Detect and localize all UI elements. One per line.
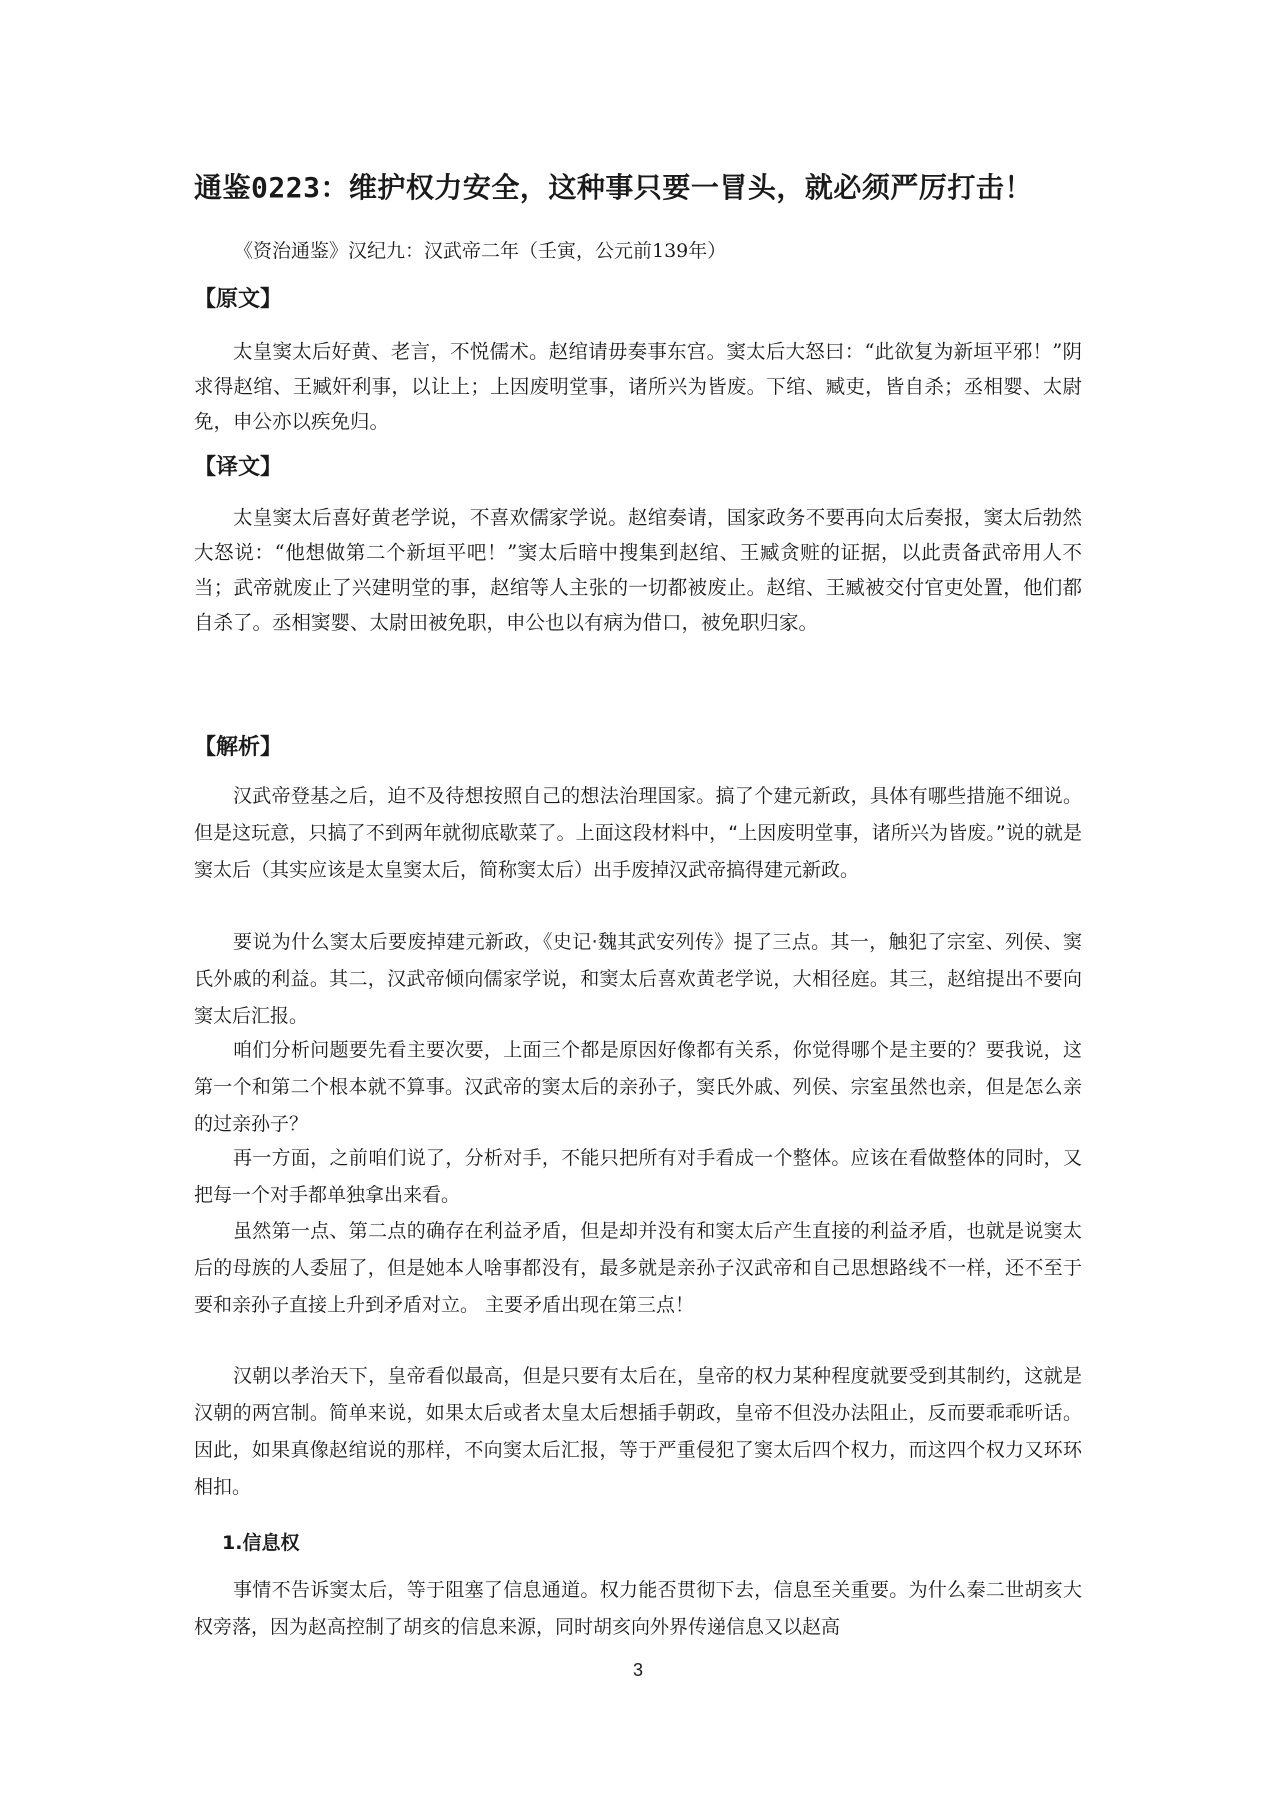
analysis-paragraph-4: 再一方面，之前咱们说了，分析对手，不能只把所有对手看成一个整体。应该在看做整体的同时，又把每一个对手都单独拿出来看。 <box>194 1147 1082 1206</box>
analysis-paragraph-5: 虽然第一点、第二点的确存在利益矛盾，但是却并没有和窦太后产生直接的利益矛盾，也就是说窦太后的母族的人委屈了，但是她本人啥事都没有，最多就是亲孙子汉武帝和自己思想路线不一样，还不至于要和亲孙子直接上升到矛盾对立。 主要矛盾出现在第三点！ <box>194 1220 1082 1316</box>
analysis-heading: 【解析】 <box>194 735 283 760</box>
original-text: 太皇窦太后好黄、老言，不悦儒术。赵绾请毋奏事东宫。窦太后大怒曰：“此欲复为新垣平邪！”阴求得赵绾、王臧奸利事，以让上；上因废明堂事，诸所兴为皆废。下绾、臧吏，皆自杀；丞相婴、太尉免，申公亦以疾免归。 <box>194 340 1082 433</box>
analysis-paragraph-3: 咱们分析问题要先看主要次要，上面三个都是原因好像都有关系，你觉得哪个是主要的？要我说，这第一个和第二个根本就不算事。汉武帝的窦太后的亲孙子，窦氏外戚、列侯、宗室虽然也亲，但是怎么亲的过亲孙子？ <box>194 1039 1082 1135</box>
source-subtitle: 《资治通鉴》汉纪九：汉武帝二年（壬寅，公元前139年） <box>234 240 727 262</box>
analysis-last-paragraph: 事情不告诉窦太后，等于阻塞了信息通道。权力能否贯彻下去，信息至关重要。为什么秦二世胡亥大权旁落，因为赵高控制了胡亥的信息来源，同时胡亥向外界传递信息又以赵高 <box>194 1579 1082 1638</box>
analysis-paragraph-2: 要说为什么窦太后要废掉建元新政，《史记·魏其武安列传》提了三点。其一，触犯了宗室、列侯、窦氏外戚的利益。其二，汉武帝倾向儒家学说，和窦太后喜欢黄老学说，大相径庭。其三，赵绾提出不要向窦太后汇报。 <box>194 931 1082 1027</box>
document-page <box>194 0 1082 1800</box>
translation-heading: 【译文】 <box>194 455 283 480</box>
page-number: 3 <box>632 1660 643 1680</box>
information-right-heading: 1.信息权 <box>222 1532 300 1554</box>
translation-text: 太皇窦太后喜好黄老学说，不喜欢儒家学说。赵绾奏请，国家政务不要再向太后奏报，窦太后勃然大怒说：“他想做第二个新垣平吧！”窦太后暗中搜集到赵绾、王臧贪赃的证据，以此责备武帝用人不当；武帝就废止了兴建明堂的事，赵绾等人主张的一切都被废止。赵绾、王臧被交付官吏处置，他们都自杀了。丞相窦婴、太尉田被免职，申公也以有病为借口，被免职归家。 <box>194 506 1082 634</box>
analysis-paragraph-1: 汉武帝登基之后，迫不及待想按照自己的想法治理国家。搞了个建元新政，具体有哪些措施不细说。但是这玩意，只搞了不到两年就彻底歇菜了。上面这段材料中，“上因废明堂事，诸所兴为皆废。”说的就是窦太后（其实应该是太皇窦太后，简称窦太后）出手废掉汉武帝搞得建元新政。 <box>194 785 1082 881</box>
analysis-paragraph-6: 汉朝以孝治天下，皇帝看似最高，但是只要有太后在，皇帝的权力某种程度就要受到其制约，这就是汉朝的两宫制。简单来说，如果太后或者太皇太后想插手朝政，皇帝不但没办法阻止，反而要乖乖听话。因此，如果真像赵绾说的那样，不向窦太后汇报，等于严重侵犯了窦太后四个权力，而这四个权力又环环相扣。 <box>194 1365 1082 1498</box>
original-heading: 【原文】 <box>194 287 283 312</box>
page-title: 通鉴0223：维护权力安全，这种事只要一冒头，就必须严厉打击！ <box>194 171 1033 204</box>
